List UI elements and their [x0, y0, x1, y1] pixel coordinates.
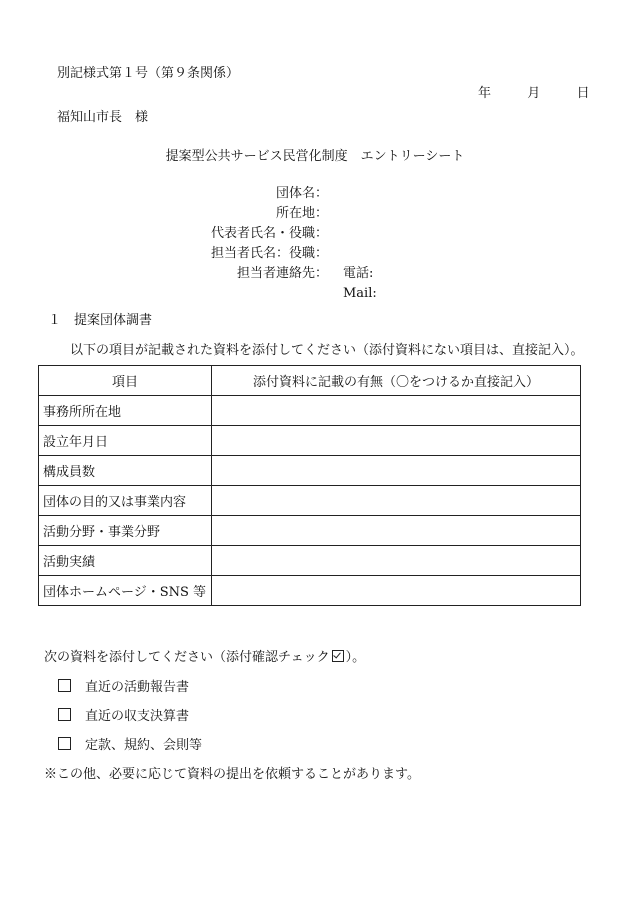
date-line — [478, 86, 590, 102]
checkbox-icon[interactable] — [58, 679, 71, 692]
date-year-label: 年 — [478, 86, 492, 101]
section-instruction: 以下の項目が記載された資料を添付してください（添付資料にない項目は、直接記入）。 — [70, 343, 584, 358]
table-header-item: 項目 — [39, 366, 212, 396]
attachment-item[interactable] — [58, 708, 189, 725]
date-month-label: 月 — [527, 86, 541, 101]
attachment-item-label: 定款、規約、会則等 — [85, 738, 203, 753]
table-row — [39, 546, 581, 576]
table-cell-item: 団体ホームページ・SNS 等 — [39, 576, 212, 606]
checked-box-icon — [332, 650, 344, 662]
date-day-label: 日 — [576, 86, 590, 101]
table-header-presence: 添付資料に記載の有無（〇をつけるか直接記入） — [212, 366, 581, 396]
section-title: １ 提案団体調書 — [48, 313, 153, 328]
field-contact-info: 担当者連絡先： — [236, 266, 328, 281]
table-cell-entry[interactable] — [212, 546, 581, 576]
table-cell-entry[interactable] — [212, 516, 581, 546]
checkbox-icon[interactable] — [58, 708, 71, 721]
table-cell-item: 設立年月日 — [39, 426, 212, 456]
field-representative: 代表者氏名・役職： — [210, 226, 328, 241]
recipient: 福知山市長 様 — [57, 110, 149, 125]
attachment-item[interactable] — [58, 737, 202, 754]
table-cell-item: 活動実績 — [39, 546, 212, 576]
field-organization-name: 団体名： — [275, 186, 328, 201]
table-cell-entry[interactable] — [212, 486, 581, 516]
checkbox-icon[interactable] — [58, 737, 71, 750]
table-row — [39, 396, 581, 426]
attachment-instruction-close: ）。 — [345, 650, 366, 665]
table-cell-entry[interactable] — [212, 576, 581, 606]
form-number: 別記様式第１号（第９条関係） — [57, 66, 240, 81]
attachment-instruction — [44, 650, 365, 666]
table-row — [39, 456, 581, 486]
table-row — [39, 426, 581, 456]
document-title: 提案型公共サービス民営化制度 エントリーシート — [165, 149, 465, 164]
attachment-item-label: 直近の収支決算書 — [85, 709, 190, 724]
table-cell-entry[interactable] — [212, 426, 581, 456]
table-cell-entry[interactable] — [212, 456, 581, 486]
table-row — [39, 516, 581, 546]
field-contact-person: 担当者氏名：役職： — [210, 246, 328, 261]
table-row — [39, 486, 581, 516]
attachment-instruction-text: 次の資料を添付してください（添付確認チェック — [44, 650, 330, 665]
table-cell-item: 活動分野・事業分野 — [39, 516, 212, 546]
table-cell-entry[interactable] — [212, 396, 581, 426]
attachment-item-label: 直近の活動報告書 — [85, 680, 190, 695]
field-phone-label: 電話: — [343, 266, 374, 281]
table-cell-item: 構成員数 — [39, 456, 212, 486]
table-cell-item: 団体の目的又は事業内容 — [39, 486, 212, 516]
field-mail-label: Mail: — [343, 286, 377, 301]
table-cell-item: 事務所所在地 — [39, 396, 212, 426]
attachment-item[interactable] — [58, 679, 189, 696]
footnote: ※この他、必要に応じて資料の提出を依頼することがあります。 — [44, 767, 420, 782]
table-row — [39, 576, 581, 606]
field-address: 所在地： — [275, 206, 328, 221]
table-header-row — [39, 366, 581, 396]
items-table — [38, 365, 581, 606]
